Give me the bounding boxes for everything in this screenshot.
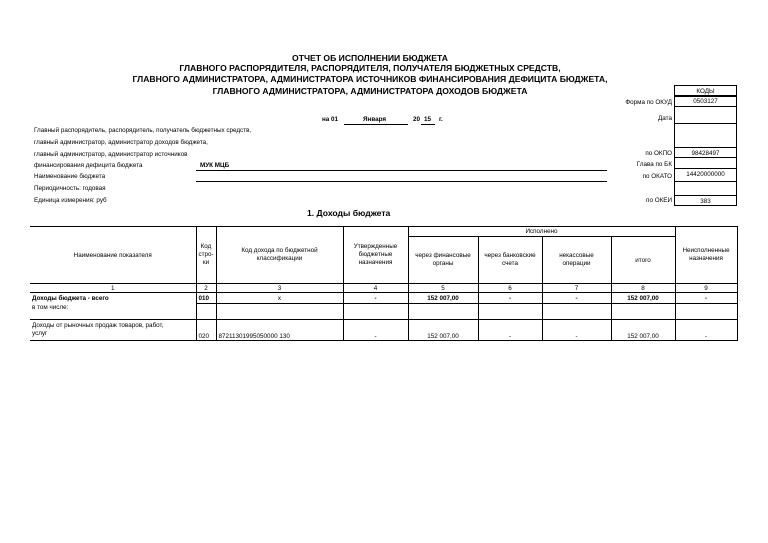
date-value (674, 107, 737, 124)
row-unexecuted: - (675, 320, 737, 341)
row-total: 152 007,00 (611, 320, 675, 341)
table-row (30, 293, 737, 304)
row-total: 152 007,00 (611, 293, 675, 304)
date-year-underline (421, 124, 435, 125)
date-label: Дата (658, 115, 672, 122)
periodicity-label: Периодичность: годовая (34, 185, 106, 192)
info-line-3: главный администратор, администратор источников (34, 151, 188, 158)
row-noncash: - (542, 320, 611, 341)
codes-header: КОДЫ (674, 85, 737, 96)
row-name: в том числе: (30, 304, 196, 320)
header-fin-bodies: через финансовые органы (408, 237, 478, 284)
budget-name-label: Наименование бюджета (34, 173, 106, 180)
row-fin-bodies: 152 007,00 (408, 320, 478, 341)
col-number: 6 (478, 284, 542, 293)
header-income-code: Код дохода по бюджетной классификации (216, 227, 343, 284)
report-title-line-4: ГЛАВНОГО АДМИНИСТРАТОРА, АДМИНИСТРАТОРА ДОХОДОВ БЮДЖЕТА (212, 86, 528, 96)
row-line-code: 010 (196, 293, 216, 304)
row-unexecuted: - (675, 293, 737, 304)
header-noncash: некассовые операции (542, 237, 611, 284)
section-title: 1. Доходы бюджета (307, 208, 391, 218)
row-income-code: x (216, 293, 343, 304)
organization-underline (196, 170, 607, 171)
row-noncash: - (542, 293, 611, 304)
row-name: Доходы бюджета - всего (30, 293, 196, 304)
table-row (30, 320, 737, 341)
bk-value (674, 158, 737, 169)
col-number: 5 (408, 284, 478, 293)
row-approved: - (343, 320, 408, 341)
okpo-value: 98428497 (674, 147, 737, 158)
date-month: Января (363, 116, 387, 123)
header-unexecuted: Неисполненные назначения (675, 227, 737, 284)
date-prefix: на 01 (322, 116, 339, 123)
okato-value: 14420000000 (674, 169, 737, 182)
row-bank-accounts: - (478, 293, 542, 304)
header-bank-accounts: через банковские счета (478, 237, 542, 284)
okud-value: 0503127 (674, 96, 737, 107)
okato-label: по ОКАТО (642, 173, 672, 180)
organization-name: МУК МЦБ (200, 162, 230, 169)
col-number: 3 (216, 284, 343, 293)
col-number: 7 (542, 284, 611, 293)
col-number: 4 (343, 284, 408, 293)
date-year: 15 (424, 116, 432, 123)
col-number: 8 (611, 284, 675, 293)
row-name-line: услуг (32, 330, 48, 337)
info-line-4: финансирования дефицита бюджета (34, 162, 143, 169)
row-name (30, 320, 196, 341)
row-approved: - (343, 293, 408, 304)
income-table (30, 226, 738, 341)
col-number: 2 (196, 284, 216, 293)
okei-value: 383 (674, 195, 737, 206)
info-line-1: Главный распорядитель, распорядитель, получатель бюджетных средств, (34, 127, 252, 134)
okpo-label: по ОКПО (645, 150, 672, 157)
row-income-code: 87211301995050000 130 (216, 320, 343, 341)
date-year-prefix: 20 (413, 116, 421, 123)
col-number: 1 (30, 284, 196, 293)
okud-label: Форма по ОКУД (625, 99, 672, 106)
report-title-line-2: ГЛАВНОГО РАСПОРЯДИТЕЛЯ, РАСПОРЯДИТЕЛЯ, ПОЛУЧАТЕЛЯ БЮДЖЕТНЫХ СРЕДСТВ, (179, 63, 561, 73)
header-executed: Исполнено (408, 227, 675, 237)
info-line-2: главный администратор, администратор доходов бюджета, (34, 139, 208, 146)
table-row (30, 304, 737, 320)
date-suffix: г. (439, 116, 443, 123)
header-total: итого (611, 237, 675, 284)
budget-name-underline (196, 181, 607, 182)
row-fin-bodies: 152 007,00 (408, 293, 478, 304)
col-number: 9 (675, 284, 737, 293)
okei-label: по ОКЕИ (646, 197, 672, 204)
report-title-line-1: ОТЧЕТ ОБ ИСПОЛНЕНИИ БЮДЖЕТА (292, 53, 448, 63)
row-name-line: Доходы от рыночных продаж товаров, работ, (32, 322, 164, 329)
unit-label: Единица измерения: руб (34, 197, 107, 204)
report-title-line-3: ГЛАВНОГО АДМИНИСТРАТОРА, АДМИНИСТРАТОРА ИСТОЧНИКОВ ФИНАНСИРОВАНИЯ ДЕФИЦИТА БЮДЖЕТА, (132, 74, 608, 84)
header-line-code: Код стро-ки (196, 227, 216, 284)
row-bank-accounts: - (478, 320, 542, 341)
date-month-underline (344, 124, 408, 125)
row-line-code: 020 (196, 320, 216, 341)
header-name: Наименование показателя (30, 227, 196, 284)
bk-label: Глава по БК (636, 161, 672, 168)
header-approved: Утвержденные бюджетные назначения (343, 227, 408, 284)
